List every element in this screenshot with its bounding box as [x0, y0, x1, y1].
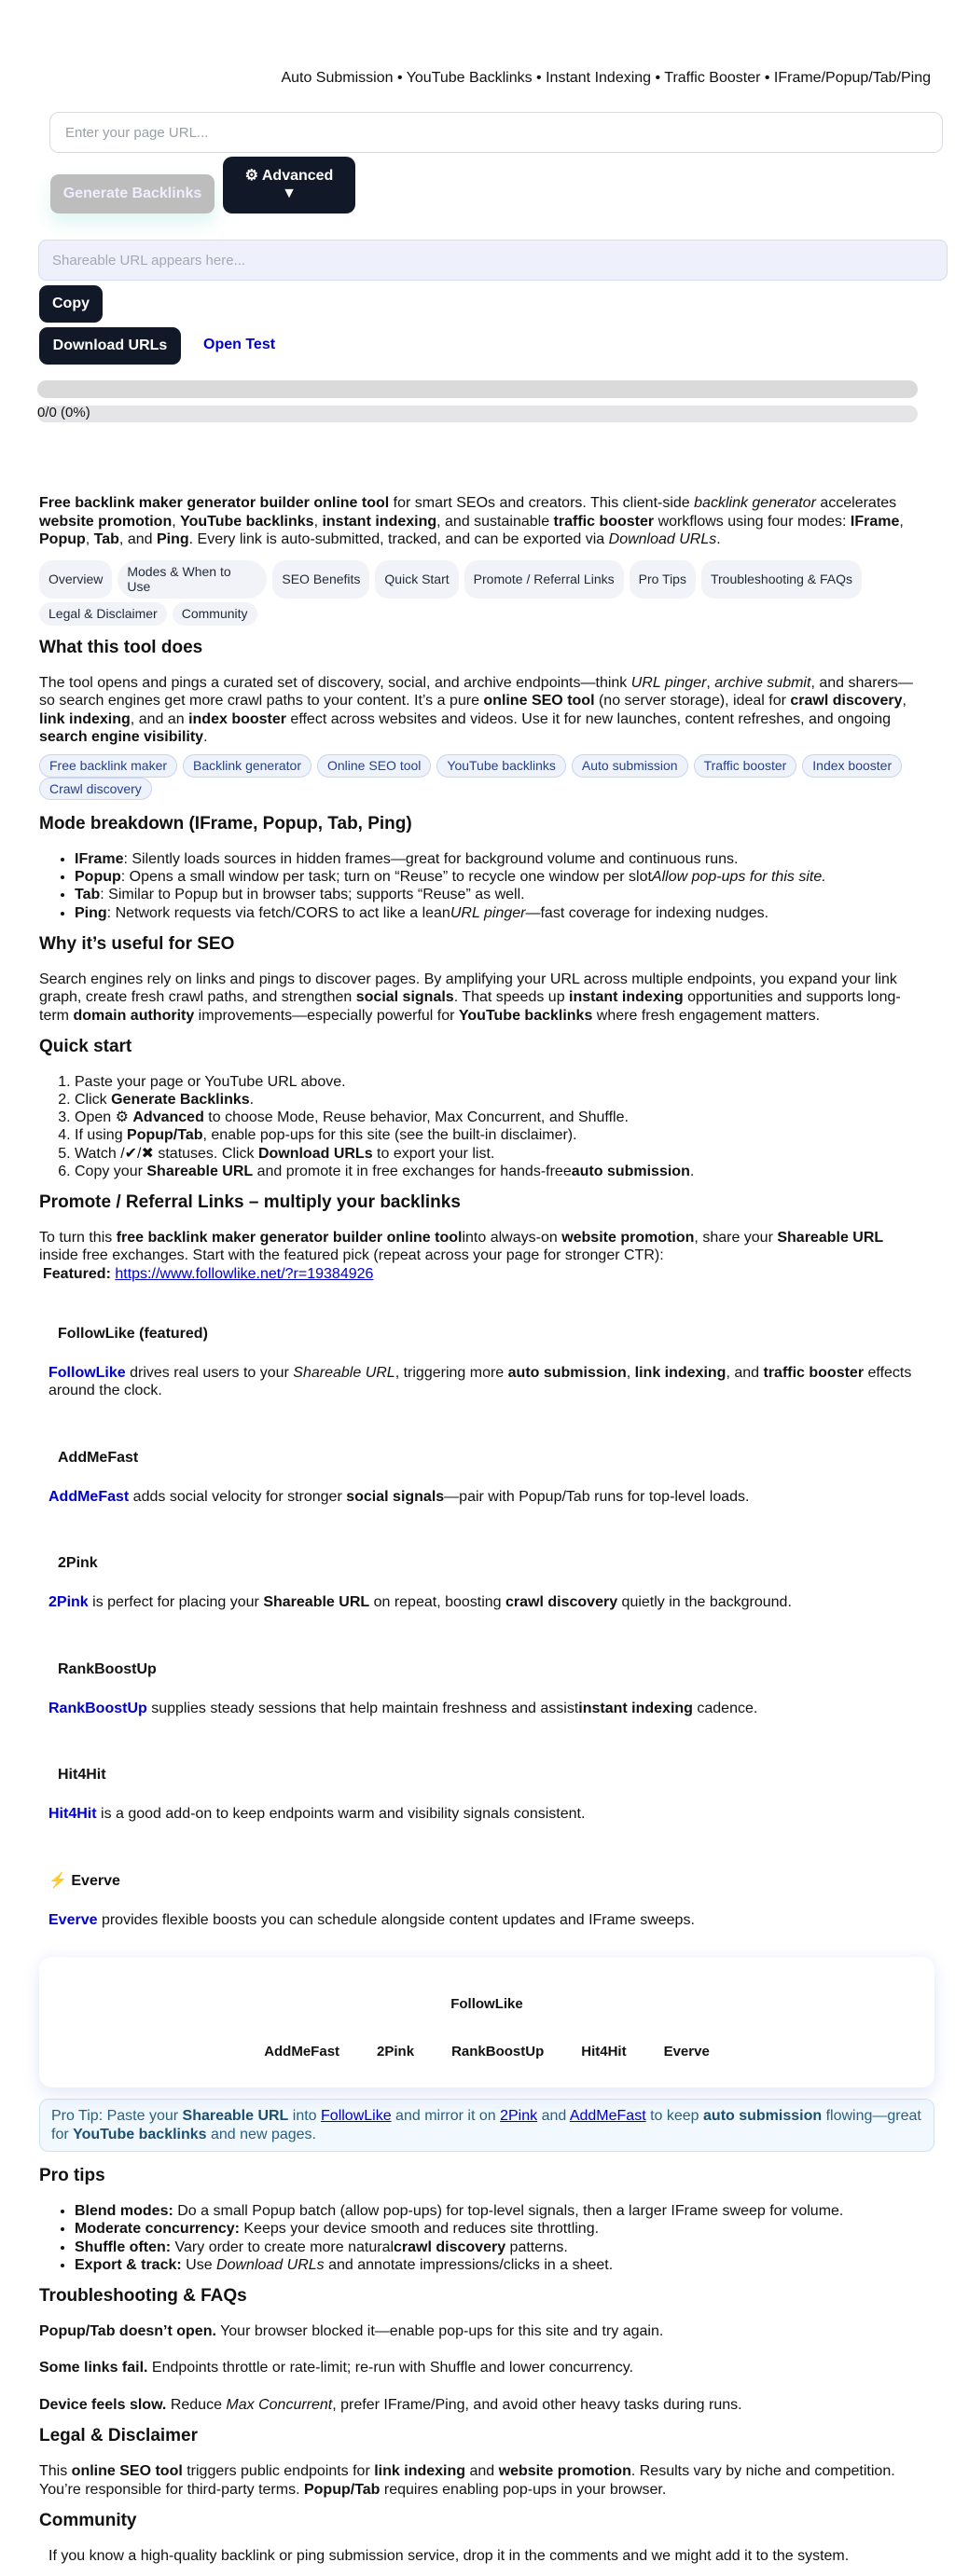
mode-text: : Similar to Popup but in browser tabs; supports “Reuse” as well. [100, 887, 525, 903]
text: The tool opens and pings a curated set of discovery, social, and archive endpoints—think [39, 674, 631, 691]
mode-name: Ping [75, 904, 107, 921]
text: where fresh engagement matters. [592, 1007, 821, 1024]
text: Search engines rely on links and pings to discover pages. By amplifying your URL across multiple endpoints, you expand your link graph, create fresh crawl paths, and strengthen [39, 971, 897, 1006]
text: drives real users to your [125, 1364, 294, 1381]
step [75, 1163, 925, 1180]
bold: Some links fail. [39, 2360, 148, 2376]
partner-heading: AddMeFast [58, 1449, 139, 1466]
text: is perfect for placing your [88, 1594, 264, 1611]
intro-bold: Ping [156, 531, 189, 548]
text: patterns. [505, 2239, 568, 2255]
what-title: What this tool does [39, 637, 203, 657]
progress-text: 0/0 (0%) [37, 405, 90, 420]
text: on repeat, boosting [369, 1594, 506, 1611]
text: Endpoints throttle or rate-limit; re-run with Shuffle and lower concurrency. [147, 2360, 634, 2376]
text: Paste your page or YouTube URL above. [75, 1073, 346, 1090]
intro-bold: IFrame [850, 513, 900, 530]
bold: Shuffle often: [75, 2239, 172, 2255]
promote-paragraph [39, 1229, 925, 1265]
text: . [689, 1163, 695, 1179]
keyword-chip: Online SEO tool [317, 754, 431, 778]
bold: Moderate concurrency: [75, 2221, 240, 2238]
intro-italic: backlink generator [694, 495, 816, 511]
partner-followlike [39, 1325, 925, 1400]
intro-bold: Free backlink maker generator builder online tool [39, 495, 390, 511]
step [75, 1145, 925, 1163]
text: quietly in the background. [617, 1594, 792, 1611]
why-paragraph [39, 971, 925, 1026]
bold: Popup/Tab [303, 2481, 381, 2498]
text: , [626, 1364, 635, 1381]
bold: Advanced [132, 1109, 204, 1126]
partner-link[interactable]: RankBoostUp [48, 1700, 147, 1716]
shareable-url-field[interactable] [38, 240, 948, 281]
intro-text: workflows using four modes: [654, 513, 851, 530]
keyword-chip: YouTube backlinks [436, 754, 565, 778]
bold: online SEO tool [483, 693, 595, 709]
progress-track [37, 406, 918, 422]
partner-2pink [39, 1554, 925, 1612]
bold: index booster [188, 710, 286, 727]
text: , prefer IFrame/Ping, and avoid other heavy tasks during runs. [332, 2396, 742, 2413]
intro-text: . [716, 531, 721, 548]
nav-promote[interactable]: Promote / Referral Links [464, 560, 624, 599]
italic: Max Concurrent [226, 2396, 333, 2413]
partner-heading: Hit4Hit [58, 1767, 106, 1784]
bold: crawl discovery [394, 2239, 506, 2255]
bold: website promotion [498, 2462, 631, 2479]
section-nav [39, 560, 916, 626]
partner-heading: 2Pink [58, 1555, 98, 1572]
list-item [75, 850, 925, 868]
bold: YouTube backlinks [73, 2126, 207, 2142]
text: provides flexible boosts you can schedule alongside content updates and IFrame sweeps. [97, 1911, 695, 1928]
pro-tip-box [39, 2099, 934, 2152]
text: . That speeds up [453, 989, 570, 1006]
intro-bold: instant indexing [322, 513, 437, 530]
intro-text: for smart SEOs and creators. This client-side [389, 495, 695, 511]
list-item [75, 868, 925, 886]
text: —pair with Popup/Tab runs for top-level loads. [444, 1488, 750, 1505]
quick-steps [39, 1073, 925, 1180]
italic: URL pinger [630, 674, 707, 691]
mode-text: : Opens a small window per task; turn on “Reuse” to recycle one window per slot [120, 869, 652, 886]
bold: Popup/Tab [127, 1127, 203, 1144]
logo-hit4hit[interactable]: Hit4Hit [581, 2044, 627, 2060]
promote-title: Promote / Referral Links – multiply your backlinks [39, 1192, 461, 1213]
list-item [75, 2220, 925, 2238]
text: requires enabling pop-ups in your browser. [380, 2481, 667, 2498]
why-title: Why it’s useful for SEO [39, 933, 235, 954]
nav-community[interactable]: Community [173, 602, 257, 626]
community-text: If you know a high-quality backlink or ping submission service, drop it in the comments and we might add it to the system. [48, 2547, 850, 2564]
intro-paragraph [39, 494, 925, 549]
bold: instant indexing [569, 989, 684, 1006]
link-2pink[interactable]: 2Pink [500, 2108, 538, 2125]
chevron-down-icon: ▼ [282, 185, 297, 201]
partner-link[interactable]: 2Pink [48, 1594, 89, 1611]
logo-everve[interactable]: Everve [663, 2044, 710, 2060]
intro-bold: traffic booster [553, 513, 655, 530]
partner-addmefast [39, 1449, 925, 1507]
link-followlike[interactable]: FollowLike [321, 2108, 392, 2125]
faq-item [39, 2396, 925, 2415]
italic: Shareable URL [293, 1364, 395, 1381]
text: and promote it in free exchanges for hands-free [253, 1163, 572, 1179]
text: to keep [645, 2108, 704, 2125]
partner-link[interactable]: Everve [48, 1911, 98, 1928]
partner-link[interactable]: Hit4Hit [48, 1806, 97, 1823]
list-item [75, 2256, 925, 2274]
text: Reduce [166, 2396, 227, 2413]
list-item [75, 2202, 925, 2220]
nav-seo-benefits[interactable]: SEO Benefits [272, 560, 369, 599]
text: opportunities and supports long-term [39, 989, 901, 1024]
quick-title: Quick start [39, 1037, 132, 1057]
intro-italic: Download URLs [608, 531, 717, 548]
text: Keeps your device smooth and reduces site throttling. [239, 2221, 600, 2238]
intro-bold: website promotion [39, 513, 173, 530]
generate-label: Generate Backlinks [62, 186, 202, 201]
download-urls-button[interactable]: Download URLs [39, 327, 181, 365]
italic: Download URLs [216, 2256, 325, 2273]
text: (no server storage), ideal for [594, 693, 791, 709]
text: Copy your [75, 1163, 147, 1179]
logo-row [39, 2044, 934, 2061]
content [39, 494, 925, 2576]
tips-title: Pro tips [39, 2166, 105, 2186]
text: . Results vary by niche and competition. You’re responsible for third-party terms. [39, 2462, 895, 2498]
bold: domain authority [73, 1007, 195, 1024]
step [75, 1126, 925, 1144]
bold: Popup/Tab doesn’t open. [39, 2322, 216, 2339]
bold: link indexing [374, 2462, 466, 2479]
mode-text: —fast coverage for indexing nudges. [525, 904, 769, 921]
text: effect across websites and videos. Use it for new launches, content refreshes, and ongoing [285, 710, 892, 727]
link-addmefast[interactable]: AddMeFast [569, 2108, 646, 2125]
faq-title: Troubleshooting & FAQs [39, 2285, 247, 2306]
generate-backlinks-button[interactable] [50, 174, 215, 214]
advanced-label: Advanced [261, 168, 334, 185]
mode-name: Popup [75, 869, 121, 886]
partner-everve [39, 1872, 925, 1930]
text: is a good add-on to keep endpoints warm and visibility signals consistent. [96, 1806, 586, 1823]
faq-item [39, 2359, 925, 2377]
text: cadence. [692, 1700, 758, 1716]
intro-text: , and sustainable [436, 513, 554, 530]
bold: Blend modes: [75, 2203, 173, 2220]
logo-rankboostup[interactable]: RankBoostUp [451, 2044, 545, 2060]
keyword-chip: Index booster [802, 754, 902, 778]
intro-bold: Popup [39, 531, 86, 548]
text: to export your list. [372, 1145, 495, 1162]
bold: Shareable URL [146, 1163, 254, 1179]
intro-text: , [313, 513, 323, 530]
mode-italic: URL pinger [450, 904, 526, 921]
text: Open ⚙ [75, 1109, 133, 1126]
text: , share your [694, 1229, 778, 1246]
bold: auto submission [703, 2108, 823, 2125]
text: Watch /✔/✖ statuses. Click [75, 1145, 258, 1162]
bold: social signals [355, 989, 454, 1006]
text: , triggering more [394, 1364, 508, 1381]
modes-list [39, 850, 925, 922]
bold: crawl discovery [790, 693, 903, 709]
community-title: Community [39, 2511, 137, 2531]
text: and annotate impressions/clicks in a sheet. [324, 2256, 614, 2273]
bold: Shareable URL [263, 1594, 370, 1611]
mode-name: Tab [75, 887, 101, 903]
legal-paragraph [39, 2462, 925, 2499]
tips-list [39, 2202, 925, 2274]
intro-bold: YouTube backlinks [180, 513, 314, 530]
partner-heading: RankBoostUp [58, 1660, 157, 1677]
step [75, 1073, 925, 1091]
mode-italic: Allow pop-ups for this site. [651, 869, 826, 886]
text: Click [75, 1092, 112, 1109]
nav-pro-tips[interactable]: Pro Tips [630, 560, 696, 599]
text: improvements—especially powerful for [194, 1007, 459, 1024]
step [75, 1091, 925, 1109]
logo-addmefast[interactable]: AddMeFast [264, 2044, 340, 2060]
text: Do a small Popup batch (allow pop-ups) for top-level signals, then a larger IFrame sweep for volume. [173, 2203, 844, 2220]
legal-title: Legal & Disclaimer [39, 2426, 199, 2446]
text: supplies steady sessions that help maintain freshness and assist [146, 1700, 579, 1716]
text: . [249, 1092, 255, 1109]
list-item [75, 904, 925, 922]
mode-text: : Silently loads sources in hidden frames—great for background volume and continuous runs. [123, 851, 739, 868]
progress-bar [37, 380, 918, 398]
keyword-chips [39, 754, 925, 801]
nav-overview[interactable]: Overview [39, 560, 112, 599]
bold: Shareable URL [182, 2108, 289, 2125]
bold: social signals [346, 1488, 445, 1505]
mode-text: : Network requests via fetch/CORS to act like a lean [106, 904, 450, 921]
text: , [902, 693, 907, 709]
text: This [39, 2462, 72, 2479]
text: , [706, 674, 715, 691]
nav-troubleshooting[interactable]: Troubleshooting & FAQs [701, 560, 862, 599]
partner-logo-card [39, 1957, 934, 2087]
featured-link-row [43, 1265, 925, 1284]
text: , and sharers—so search engines get more crawl paths to your content. It’s a pure [39, 674, 913, 709]
text: To turn this [39, 1229, 117, 1246]
bold: free backlink maker generator builder online tool [116, 1229, 463, 1246]
intro-text: , [85, 531, 94, 548]
text: inside free exchanges. Start with the featured pick (repeat across your page for stronger CTR): [39, 1247, 664, 1264]
open-test-link[interactable]: Open Test [203, 337, 276, 352]
text: Vary order to create more natural [171, 2239, 394, 2255]
text: and [465, 2462, 499, 2479]
keyword-chip: Auto submission [572, 754, 688, 778]
text: effects around the clock. [48, 1364, 912, 1399]
intro-text: , [899, 513, 904, 530]
intro-text: , and [118, 531, 157, 548]
intro-text: , [172, 513, 181, 530]
keyword-chip: Traffic booster [694, 754, 797, 778]
list-item [75, 886, 925, 903]
partner-heading: FollowLike (featured) [58, 1325, 208, 1342]
tagline: Auto Submission • YouTube Backlinks • Instant Indexing • Traffic Booster • IFrame/Popup/Tab/Ping [281, 70, 931, 86]
text: and new pages. [206, 2126, 316, 2142]
bold: Device feels slow. [39, 2396, 167, 2413]
text: flowing—great for [51, 2108, 921, 2142]
bold: search engine visibility [39, 729, 204, 746]
bold: Shareable URL [777, 1229, 884, 1246]
nav-quick-start[interactable]: Quick Start [375, 560, 458, 599]
partner-link[interactable]: AddMeFast [48, 1488, 130, 1505]
partner-rankboostup [39, 1660, 925, 1718]
bold: Download URLs [257, 1145, 373, 1162]
what-paragraph [39, 674, 925, 747]
keyword-chip: Free backlink maker [39, 754, 177, 778]
bold: Generate Backlinks [111, 1092, 250, 1109]
text: , and [726, 1364, 764, 1381]
text: Pro Tip: Paste your [51, 2108, 183, 2125]
text: triggers public endpoints for [182, 2462, 375, 2479]
mode-name: IFrame [75, 851, 124, 868]
bold: traffic booster [763, 1364, 865, 1381]
text: and [537, 2108, 570, 2125]
text: Your browser blocked it—enable pop-ups for this site and try again. [215, 2322, 664, 2339]
logo-followlike[interactable]: FollowLike [450, 1996, 523, 2013]
intro-bold: Tab [93, 531, 119, 548]
text: to choose Mode, Reuse behavior, Max Concurrent, and Shuffle. [203, 1109, 629, 1126]
bold: link indexing [39, 710, 131, 727]
featured-link[interactable]: https://www.followlike.net/?r=19384926 [115, 1265, 374, 1282]
bold: crawl discovery [505, 1594, 618, 1611]
logo-2pink[interactable]: 2Pink [377, 2044, 415, 2060]
intro-text: . Every link is auto-submitted, tracked, and can be exported via [188, 531, 609, 548]
italic: archive submit [714, 674, 811, 691]
text: . [203, 729, 208, 746]
step [75, 1109, 925, 1126]
intro-text: accelerates [815, 495, 897, 511]
bold: website promotion [561, 1229, 695, 1246]
faq-list [39, 2322, 925, 2415]
list-item [75, 2239, 925, 2256]
text: , enable pop-ups for this site (see the built-in disclaimer). [202, 1127, 577, 1144]
copy-button[interactable]: Copy [39, 285, 103, 323]
modes-title: Mode breakdown (IFrame, Popup, Tab, Ping) [39, 814, 412, 834]
bold: Export & track: [75, 2256, 182, 2273]
nav-modes[interactable]: Modes & When to Use [118, 560, 267, 599]
partner-heading: ⚡ Everve [48, 1872, 120, 1889]
text: and mirror it on [391, 2108, 501, 2125]
bold: instant indexing [578, 1700, 693, 1716]
text: adds social velocity for stronger [129, 1488, 347, 1505]
nav-legal[interactable]: Legal & Disclaimer [39, 602, 167, 626]
bold: link indexing [634, 1364, 727, 1381]
bold: online SEO tool [71, 2462, 183, 2479]
url-input[interactable] [49, 112, 943, 153]
partner-link[interactable]: FollowLike [48, 1364, 126, 1381]
text: If using [75, 1127, 128, 1144]
faq-item [39, 2322, 925, 2341]
advanced-label-row [245, 168, 334, 185]
text: , and an [130, 710, 189, 727]
bold: YouTube backlinks [458, 1007, 593, 1024]
text: into [288, 2108, 322, 2125]
gear-icon: ⚙ [244, 168, 258, 185]
keyword-chip: Backlink generator [183, 754, 311, 778]
partner-hit4hit [39, 1766, 925, 1824]
featured-label: Featured: [43, 1265, 111, 1282]
text: Use [181, 2256, 217, 2273]
text: into always-on [462, 1229, 562, 1246]
bold: auto submission [571, 1163, 690, 1179]
advanced-button[interactable] [223, 157, 355, 214]
keyword-chip: Crawl discovery [39, 778, 152, 801]
bold: auto submission [507, 1364, 627, 1381]
